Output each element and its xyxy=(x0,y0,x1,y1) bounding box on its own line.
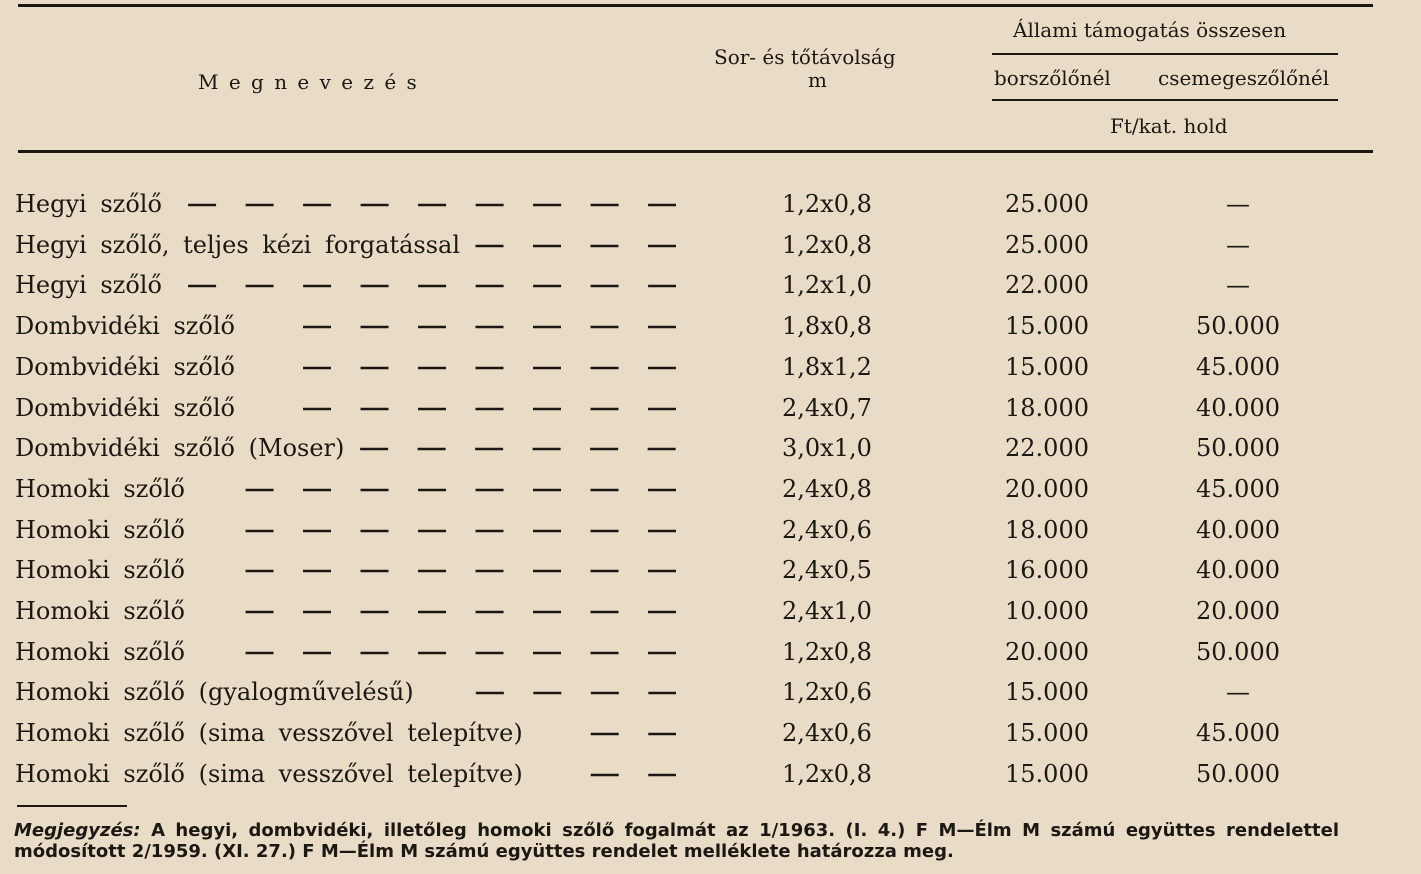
leader-dashes xyxy=(352,428,676,468)
row-bor-support: 15.000 xyxy=(1005,759,1089,788)
row-csemege-support: 50.000 xyxy=(1196,759,1280,788)
row-name-label: Homoki szőlő (gyalogművelésű) xyxy=(15,678,414,707)
row-bor-support: 15.000 xyxy=(1005,678,1089,707)
row-name xyxy=(15,347,676,387)
row-name xyxy=(15,225,676,265)
row-bor-support: 16.000 xyxy=(1005,556,1089,585)
row-name-label: Homoki szőlő (sima vesszővel telepítve) xyxy=(15,759,523,788)
footnote xyxy=(14,820,1339,862)
row-name-label: Dombvidéki szőlő xyxy=(15,393,235,422)
row-csemege-support: — xyxy=(1226,190,1250,218)
row-distance: 2,4x0,8 xyxy=(782,474,872,503)
row-csemege-support: 40.000 xyxy=(1196,515,1280,544)
row-csemege-support: 20.000 xyxy=(1196,597,1280,625)
row-name-label: Homoki szőlő xyxy=(15,597,185,625)
row-name xyxy=(15,184,676,224)
leader-dashes xyxy=(468,225,676,265)
footnote-text: A hegyi, dombvidéki, illetőleg homoki szőlő fogalmát az 1/1963. (I. 4.) F M—Élm M számú együttes rendelettel módosított 2/1959. (XI. 27.) F M—Élm M számú együttes rendelet melléklete határozza meg. xyxy=(14,820,1339,862)
header-unit: Ft/kat. hold xyxy=(1110,114,1228,138)
header-bottom-rule xyxy=(18,150,1373,153)
row-name-label: Homoki szőlő xyxy=(15,637,185,666)
leader-dashes xyxy=(243,306,676,346)
table-row xyxy=(0,754,1421,794)
row-distance: 1,8x1,2 xyxy=(782,352,872,381)
row-csemege-support: 50.000 xyxy=(1196,434,1280,463)
leader-dashes xyxy=(193,469,676,509)
header-distance: Sor- és tőtávolság xyxy=(714,45,896,69)
row-distance: 2,4x0,7 xyxy=(782,393,872,422)
row-distance: 1,2x1,0 xyxy=(782,271,872,300)
table-row xyxy=(0,388,1421,428)
row-name xyxy=(15,754,676,794)
table-row xyxy=(0,225,1421,265)
row-csemege-support: 50.000 xyxy=(1196,312,1280,341)
row-name xyxy=(15,469,676,509)
row-distance: 2,4x1,0 xyxy=(782,597,872,625)
row-name xyxy=(15,591,676,631)
row-name-label: Hegyi szőlő xyxy=(15,271,162,300)
row-bor-support: 15.000 xyxy=(1005,352,1089,381)
row-distance: 1,2x0,8 xyxy=(782,190,872,218)
row-distance: 1,2x0,6 xyxy=(782,678,872,707)
row-distance: 2,4x0,5 xyxy=(782,556,872,585)
table-row xyxy=(0,510,1421,550)
row-bor-support: 10.000 xyxy=(1005,597,1089,625)
footnote-label: Megjegyzés: xyxy=(14,820,141,841)
table-row xyxy=(0,265,1421,305)
row-csemege-support: 45.000 xyxy=(1196,352,1280,381)
row-bor-support: 25.000 xyxy=(1005,230,1089,259)
row-csemege-support: — xyxy=(1226,230,1250,259)
row-name-label: Dombvidéki szőlő (Moser) xyxy=(15,434,345,463)
row-name xyxy=(15,510,676,550)
table-row xyxy=(0,672,1421,712)
row-name-label: Homoki szőlő xyxy=(15,474,185,503)
row-name xyxy=(15,550,676,590)
row-name-label: Dombvidéki szőlő xyxy=(15,312,235,341)
header-sub-rule xyxy=(992,99,1338,101)
header-bor: borszőlőnél xyxy=(994,66,1111,90)
row-name xyxy=(15,388,676,428)
table-row xyxy=(0,550,1421,590)
table-row xyxy=(0,632,1421,672)
row-distance: 1,2x0,8 xyxy=(782,759,872,788)
row-csemege-support: 45.000 xyxy=(1196,474,1280,503)
row-distance: 2,4x0,6 xyxy=(782,719,872,748)
leader-dashes xyxy=(193,550,676,590)
leader-dashes xyxy=(243,388,676,428)
row-csemege-support: — xyxy=(1226,678,1250,707)
row-name-label: Dombvidéki szőlő xyxy=(15,352,235,381)
leader-dashes xyxy=(422,672,676,712)
row-csemege-support: 40.000 xyxy=(1196,393,1280,422)
table-row xyxy=(0,713,1421,753)
row-bor-support: 20.000 xyxy=(1005,637,1089,666)
row-name-label: Hegyi szőlő, teljes kézi forgatással xyxy=(15,230,461,259)
table-row xyxy=(0,184,1421,224)
row-distance: 1,2x0,8 xyxy=(782,230,872,259)
row-csemege-support: — xyxy=(1226,271,1250,300)
header-support-rule xyxy=(992,53,1338,55)
leader-dashes xyxy=(193,510,676,550)
header-support-title: Állami támogatás összesen xyxy=(1013,18,1287,42)
table-row xyxy=(0,591,1421,631)
table-row xyxy=(0,428,1421,468)
row-bor-support: 18.000 xyxy=(1005,393,1089,422)
leader-dashes xyxy=(531,754,676,794)
row-distance: 2,4x0,6 xyxy=(782,515,872,544)
leader-dashes xyxy=(243,347,676,387)
row-distance: 1,8x0,8 xyxy=(782,312,872,341)
header-csemege: csemegeszőlőnél xyxy=(1158,66,1330,90)
row-bor-support: 22.000 xyxy=(1005,434,1089,463)
table-row xyxy=(0,469,1421,509)
header-distance-unit: m xyxy=(808,68,827,92)
top-rule xyxy=(18,4,1373,7)
row-name xyxy=(15,632,676,672)
row-name-label: Homoki szőlő xyxy=(15,515,185,544)
row-bor-support: 22.000 xyxy=(1005,271,1089,300)
row-name xyxy=(15,428,676,468)
row-name-label: Hegyi szőlő xyxy=(15,190,162,218)
row-csemege-support: 45.000 xyxy=(1196,719,1280,748)
row-bor-support: 18.000 xyxy=(1005,515,1089,544)
leader-dashes xyxy=(531,713,676,753)
table-row xyxy=(0,347,1421,387)
row-name xyxy=(15,672,676,712)
row-name xyxy=(15,265,676,305)
row-csemege-support: 50.000 xyxy=(1196,637,1280,666)
leader-dashes xyxy=(170,265,676,305)
row-name xyxy=(15,713,676,753)
row-name xyxy=(15,306,676,346)
table-row xyxy=(0,306,1421,346)
row-bor-support: 25.000 xyxy=(1005,190,1089,218)
row-name-label: Homoki szőlő (sima vesszővel telepítve) xyxy=(15,719,523,748)
footnote-rule xyxy=(17,805,127,807)
leader-dashes xyxy=(193,591,676,631)
header-name: M e g n e v e z é s xyxy=(198,70,419,94)
row-bor-support: 20.000 xyxy=(1005,474,1089,503)
row-csemege-support: 40.000 xyxy=(1196,556,1280,585)
row-distance: 3,0x1,0 xyxy=(782,434,872,463)
row-bor-support: 15.000 xyxy=(1005,719,1089,748)
row-name-label: Homoki szőlő xyxy=(15,556,185,585)
row-bor-support: 15.000 xyxy=(1005,312,1089,341)
row-distance: 1,2x0,8 xyxy=(782,637,872,666)
leader-dashes xyxy=(170,184,676,224)
leader-dashes xyxy=(193,632,676,672)
